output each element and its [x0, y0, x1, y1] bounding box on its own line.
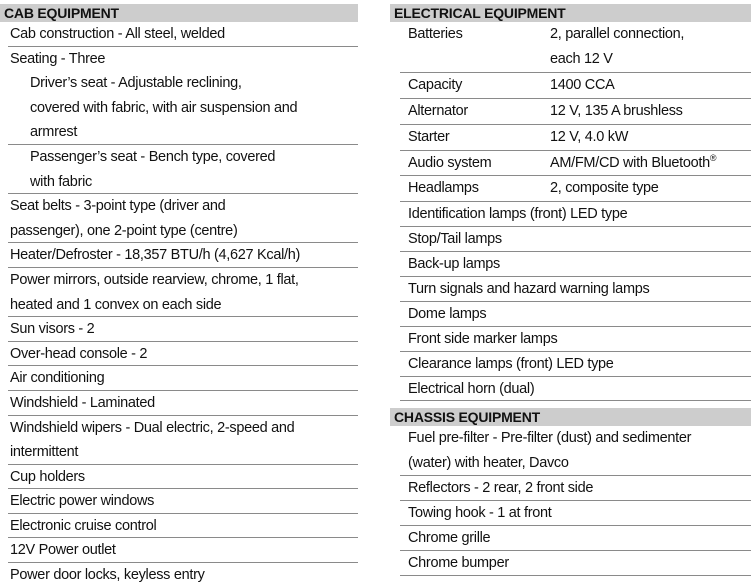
spec-item-line: Driver’s seat - Adjustable reclining,	[30, 75, 242, 92]
spec-item-line: Electronic cruise control	[8, 514, 358, 539]
spec-pair-row	[400, 151, 751, 177]
spec-item-line: intermittent	[8, 440, 358, 465]
spec-value-line: 2, composite type	[550, 180, 659, 197]
registered-trademark-symbol: ®	[709, 152, 717, 163]
spec-value-line: each 12 V	[550, 50, 613, 67]
spec-pair-row	[400, 22, 751, 73]
spec-value	[550, 125, 628, 150]
section-header-cab-equipment	[0, 4, 358, 22]
spec-item-line: Electric power windows	[8, 489, 358, 514]
section-title: CHASSIS EQUIPMENT	[394, 409, 540, 426]
spec-item-line: Air conditioning	[8, 366, 358, 391]
spec-value	[550, 73, 615, 98]
electrical-equipment-list	[390, 22, 751, 401]
spec-item-line: Back-up lamps	[400, 252, 751, 277]
section-header-chassis-equipment	[390, 408, 751, 426]
spec-pair-row	[400, 73, 751, 99]
spec-item-line: Seating - Three	[10, 50, 106, 67]
section-title: ELECTRICAL EQUIPMENT	[394, 5, 566, 21]
spec-item-line: Fuel pre-filter - Pre-filter (dust) and sedimenter	[408, 430, 692, 447]
spec-item-line: Front side marker lamps	[400, 327, 751, 352]
spec-item-line: Turn signals and hazard warning lamps	[400, 277, 751, 302]
spec-item-line: Stop/Tail lamps	[400, 227, 751, 252]
spec-value	[550, 176, 659, 201]
spec-item-line: Windshield wipers - Dual electric, 2-speed and	[10, 419, 295, 436]
spec-item-line: Electrical horn (dual)	[400, 377, 751, 402]
spec-item-line: Over-head console - 2	[8, 342, 358, 367]
spec-value-line: 12 V, 4.0 kW	[550, 128, 629, 145]
spec-item-line: heated and 1 convex on each side	[8, 293, 358, 318]
spec-item-line: Chrome grille	[400, 526, 751, 551]
cab-equipment-section	[0, 4, 358, 588]
spec-value-line: AM/FM/CD with Bluetooth®	[550, 152, 717, 171]
section-title: CAB EQUIPMENT	[4, 5, 119, 21]
right-column	[390, 4, 751, 576]
chassis-equipment-list	[390, 426, 751, 575]
section-header-electrical-equipment	[390, 4, 751, 22]
spec-value	[550, 99, 683, 124]
cab-equipment-list	[0, 22, 358, 588]
chassis-equipment-section	[390, 408, 751, 575]
spec-item-line: 12V Power outlet	[8, 538, 358, 563]
spec-item-line: with fabric	[8, 170, 358, 195]
spec-label: Headlamps	[408, 180, 479, 197]
spec-pair-row	[400, 125, 751, 151]
spec-label: Alternator	[408, 102, 468, 119]
spec-value-line: 2, parallel connection,	[550, 26, 685, 42]
spec-item-line: Seat belts - 3-point type (driver and	[10, 198, 226, 215]
spec-item-line: Heater/Defroster - 18,357 BTU/h (4,627 Kcal/h)	[8, 243, 358, 268]
spec-item-line: Cup holders	[8, 465, 358, 490]
spec-label: Audio system	[408, 154, 492, 171]
spec-item-line: armrest	[8, 120, 358, 145]
spec-item-line: Identification lamps (front) LED type	[400, 202, 751, 227]
spec-item-line: Cab construction - All steel, welded	[8, 22, 358, 47]
electrical-equipment-section	[390, 4, 751, 401]
spec-item-line: Sun visors - 2	[8, 317, 358, 342]
spec-item-line: passenger), one 2-point type (centre)	[8, 219, 358, 244]
spec-item-line: Passenger’s seat - Bench type, covered	[30, 148, 276, 165]
spec-item-line: (water) with heater, Davco	[400, 451, 751, 476]
spec-item-line: covered with fabric, with air suspension and	[30, 99, 298, 116]
spec-item-line: Clearance lamps (front) LED type	[400, 352, 751, 377]
spec-value-line: 12 V, 135 A brushless	[550, 102, 683, 119]
spec-value-line: 1400 CCA	[550, 76, 615, 93]
spec-value	[550, 22, 684, 72]
spec-item-line: Power door locks, keyless entry	[10, 567, 205, 584]
spec-pair-row	[400, 99, 751, 125]
spec-pair-row	[400, 176, 751, 202]
spec-item-line: Chrome bumper	[400, 551, 751, 576]
spec-value	[550, 151, 717, 176]
spec-item-line: Reflectors - 2 rear, 2 front side	[400, 476, 751, 501]
spec-item-line: Dome lamps	[400, 302, 751, 327]
spec-label: Batteries	[408, 26, 463, 42]
spec-label: Capacity	[408, 76, 463, 93]
spec-item-line: Power mirrors, outside rearview, chrome, 1 flat,	[10, 271, 299, 288]
spec-item-line: Towing hook - 1 at front	[400, 501, 751, 526]
spec-label: Starter	[408, 128, 450, 145]
spec-item-line: Windshield - Laminated	[8, 391, 358, 416]
